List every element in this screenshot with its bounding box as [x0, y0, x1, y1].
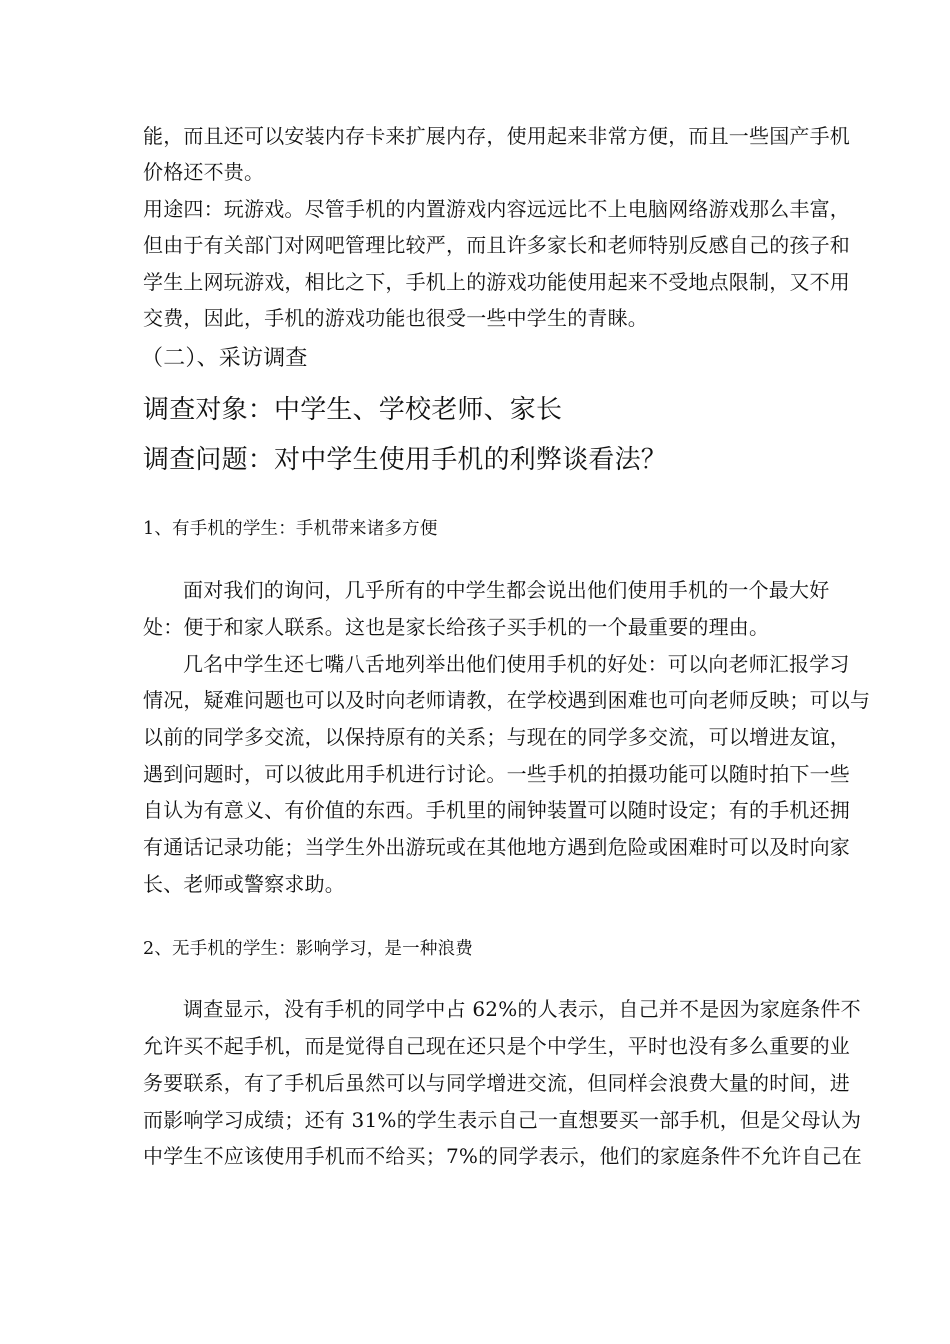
subheading-without-phone: 2、无手机的学生：影响学习，是一种浪费 — [143, 939, 473, 959]
body-line: 面对我们的询问，几乎所有的中学生都会说出他们使用手机的一个最大好 — [183, 578, 830, 602]
body-line: 但由于有关部门对网吧管理比较严，而且许多家长和老师特别反感自己的孩子和 — [143, 233, 850, 257]
body-line: 中学生不应该使用手机而不给买；7%的同学表示，他们的家庭条件不允许自己在 — [143, 1144, 862, 1168]
body-line: 自认为有意义、有价值的东西。手机里的闹钟装置可以随时设定；有的手机还拥 — [143, 798, 850, 822]
body-line: 情况，疑难问题也可以及时向老师请教，在学校遇到困难也可向老师反映；可以与 — [143, 688, 871, 712]
section-heading: （二）、采访调查 — [141, 346, 308, 371]
survey-target: 调查对象：中学生、学校老师、家长 — [143, 395, 563, 425]
survey-question: 调查问题：对中学生使用手机的利弊谈看法？ — [143, 445, 668, 475]
body-line: 处：便于和家人联系。这也是家长给孩子买手机的一个最重要的理由。 — [143, 615, 770, 639]
body-line: 以前的同学多交流，以保持原有的关系；与现在的同学多交流，可以增进友谊， — [143, 725, 850, 749]
body-line: 几名中学生还七嘴八舌地列举出他们使用手机的好处：可以向老师汇报学习 — [183, 652, 850, 676]
body-line: 有通话记录功能；当学生外出游玩或在其他地方遇到危险或困难时可以及时向家 — [143, 835, 850, 859]
body-line: 价格还不贵。 — [143, 160, 265, 184]
body-line: 允许买不起手机，而是觉得自己现在还只是个中学生，平时也没有多么重要的业 — [143, 1034, 850, 1058]
body-line: 务要联系，有了手机后虽然可以与同学增进交流，但同样会浪费大量的时间，进 — [143, 1071, 850, 1095]
subheading-with-phone: 1、有手机的学生：手机带来诸多方便 — [143, 519, 438, 539]
body-line: 而影响学习成绩；还有 31%的学生表示自己一直想要买一部手机，但是父母认为 — [143, 1108, 862, 1132]
body-line: 能，而且还可以安装内存卡来扩展内存，使用起来非常方便，而且一些国产手机 — [143, 124, 850, 148]
body-line: 学生上网玩游戏，相比之下，手机上的游戏功能使用起来不受地点限制，又不用 — [143, 270, 850, 294]
body-line: 用途四：玩游戏。尽管手机的内置游戏内容远远比不上电脑网络游戏那么丰富， — [143, 197, 850, 221]
body-line: 调查显示，没有手机的同学中占 62%的人表示，自己并不是因为家庭条件不 — [183, 997, 861, 1021]
body-line: 遇到问题时，可以彼此用手机进行讨论。一些手机的拍摄功能可以随时拍下一些 — [143, 762, 850, 786]
body-line: 长、老师或警察求助。 — [143, 872, 345, 896]
body-line: 交费，因此，手机的游戏功能也很受一些中学生的青睐。 — [143, 306, 648, 330]
